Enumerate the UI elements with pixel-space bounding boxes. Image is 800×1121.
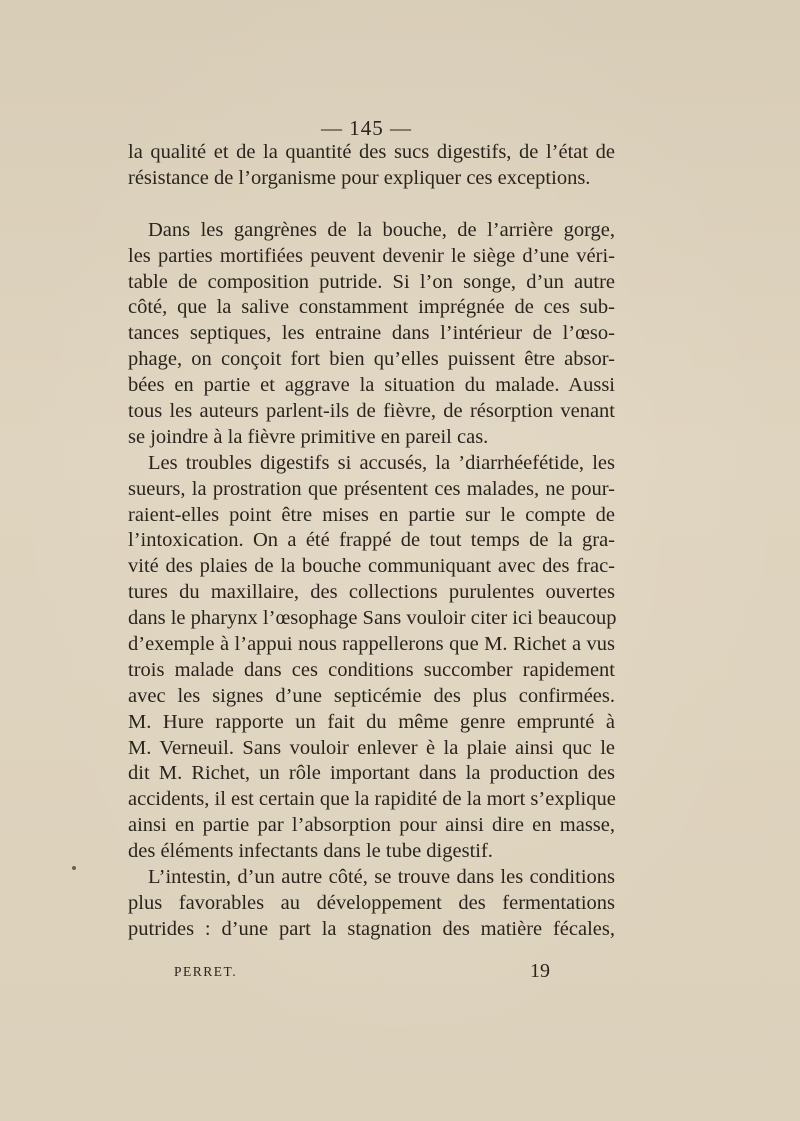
text-line: des éléments infectants dans le tube digestif.	[128, 840, 493, 863]
text-line: Dans les gangrènes de la bouche, de l’arrière gorge,	[148, 218, 615, 241]
text-line: vité des plaies de la bouche communiquant avec des frac-	[128, 555, 615, 578]
text-line: phage, on conçoit fort bien qu’elles puissent être absor-	[128, 348, 615, 371]
text-line: résistance de l’organisme pour expliquer ces exceptions.	[128, 166, 591, 189]
text-line: tances septiques, les entraine dans l’intérieur de l’œso-	[128, 322, 615, 345]
text-line: M. Verneuil. Sans vouloir enlever è la plaie ainsi quc le	[128, 736, 615, 759]
text-line: côté, que la salive constamment imprégnée de ces sub-	[128, 296, 615, 319]
text-line: trois malade dans ces conditions succomber rapidement	[128, 658, 615, 681]
text-line: dit M. Richet, un rôle important dans la production des	[128, 762, 615, 785]
text-line: dans le pharynx l’œsophage Sans vouloir citer ici beaucoup	[128, 607, 617, 630]
text-line: d’exemple à l’appui nous rappellerons que M. Richet a vus	[128, 633, 615, 656]
margin-mark	[72, 866, 76, 870]
text-line: la qualité et de la quantité des sucs digestifs, de l’état de	[128, 141, 615, 163]
text-line: bées en partie et aggrave la situation du malade. Aussi	[128, 374, 615, 397]
text-line: l’intoxication. On a été frappé de tout temps de la gra-	[128, 529, 615, 552]
text-line: raient-elles point être mises en partie sur le compte de	[128, 503, 615, 526]
text-line: Les troubles digestifs si accusés, la ’diarrhéefétide, les	[148, 451, 615, 474]
footer-sheet-number: 19	[530, 960, 550, 982]
text-line: tous les auteurs parlent-ils de fièvre, de résorption venant	[128, 400, 615, 423]
text-line: sueurs, la prostration que présentent ces malades, ne pour-	[128, 477, 615, 500]
text-line: plus favorables au développement des fermentations	[128, 891, 615, 914]
footer-signature: PERRET.	[174, 964, 238, 979]
page-number: — 145 —	[321, 116, 412, 140]
text-line: L’intestin, d’un autre côté, se trouve dans les conditions	[148, 866, 615, 889]
text-line: table de composition putride. Si l’on songe, d’un autre	[128, 270, 615, 293]
body-text	[128, 140, 615, 943]
text-line: tures du maxillaire, des collections purulentes ouvertes	[128, 581, 615, 604]
paragraph-gap	[128, 192, 615, 218]
text-line: les parties mortifiées peuvent devenir le siège d’une véri-	[128, 244, 615, 267]
text-line: ainsi en partie par l’absorption pour ainsi dire en masse,	[128, 814, 615, 837]
text-line: accidents, il est certain que la rapidité de la mort s’explique	[128, 788, 616, 811]
text-line: putrides : d’une part la stagnation des matière fécales,	[128, 917, 615, 940]
text-line: avec les signes d’une septicémie des plus confirmées.	[128, 684, 615, 707]
text-line: M. Hure rapporte un fait du même genre emprunté à	[128, 710, 615, 733]
text-line: se joindre à la fièvre primitive en pareil cas.	[128, 425, 489, 448]
